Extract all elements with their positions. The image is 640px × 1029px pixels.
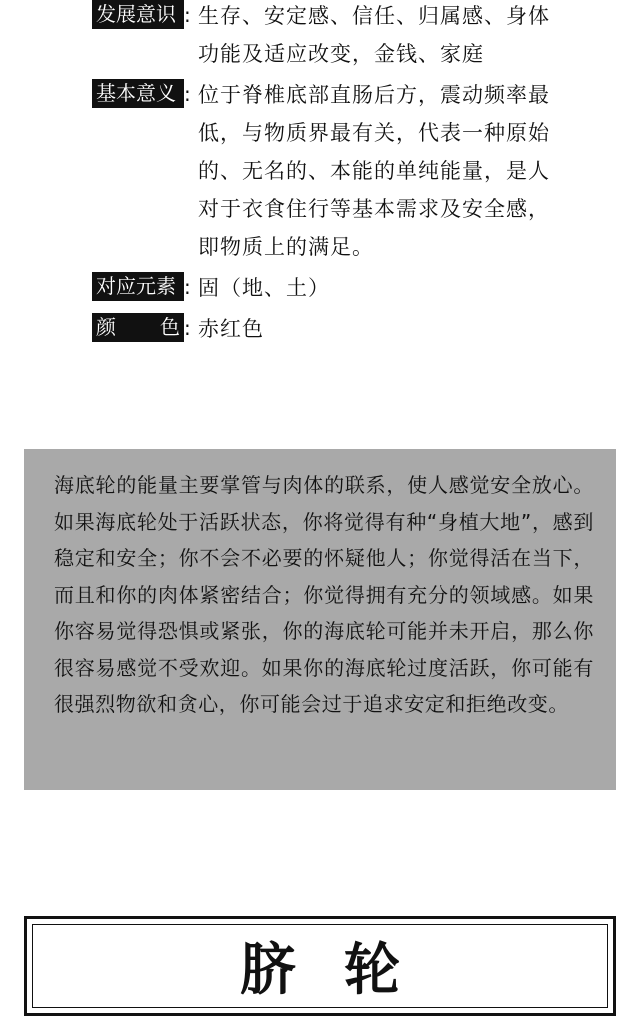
section-title-frame <box>24 916 616 1016</box>
attr-row-element: 对应元素 : 固（地、土） <box>92 269 562 307</box>
attr-label-development: 发展意识 <box>92 0 184 29</box>
attr-row-color: 颜 色 : 赤红色 <box>92 310 562 348</box>
attr-label-meaning: 基本意义 <box>92 79 184 108</box>
chakra-attributes <box>92 0 562 351</box>
attr-value-development: 生存、安定感、信任、归属感、身体功能及适应改变，金钱、家庭 <box>198 4 550 66</box>
description-text: 海底轮的能量主要掌管与肉体的联系，使人感觉安全放心。如果海底轮处于活跃状态，你将觉得有种“身植大地”，感到稳定和安全；你不会不必要的怀疑他人；你觉得活在当下，而且和你的肉体紧密结合；你觉得拥有充分的领域感。如果你容易觉得恐惧或紧张，你的海底轮可能并未开启，那么你很容易感觉不受欢迎。如果你的海底轮过度活跃，你可能有很强烈物欲和贪心，你可能会过于追求安定和拒绝改变。 <box>54 473 594 716</box>
attr-value-element: 固（地、土） <box>198 276 330 300</box>
attr-label-element: 对应元素 <box>92 272 184 301</box>
attr-row-development: 发展意识 : 生存、安定感、信任、归属感、身体功能及适应改变，金钱、家庭 <box>92 0 562 73</box>
description-box <box>24 449 616 790</box>
attr-row-meaning: 基本意义 : 位于脊椎底部直肠后方，震动频率最低，与物质界最有关，代表一种原始的、无名的、本能的单纯能量，是人对于衣食住行等基本需求及安全感，即物质上的满足。 <box>92 76 562 266</box>
attr-value-color: 赤红色 <box>198 317 264 341</box>
section-title: 脐轮 <box>240 937 448 1003</box>
attr-label-color: 颜 色 <box>92 313 184 342</box>
attr-value-meaning: 位于脊椎底部直肠后方，震动频率最低，与物质界最有关，代表一种原始的、无名的、本能的单纯能量，是人对于衣食住行等基本需求及安全感，即物质上的满足。 <box>198 83 550 259</box>
